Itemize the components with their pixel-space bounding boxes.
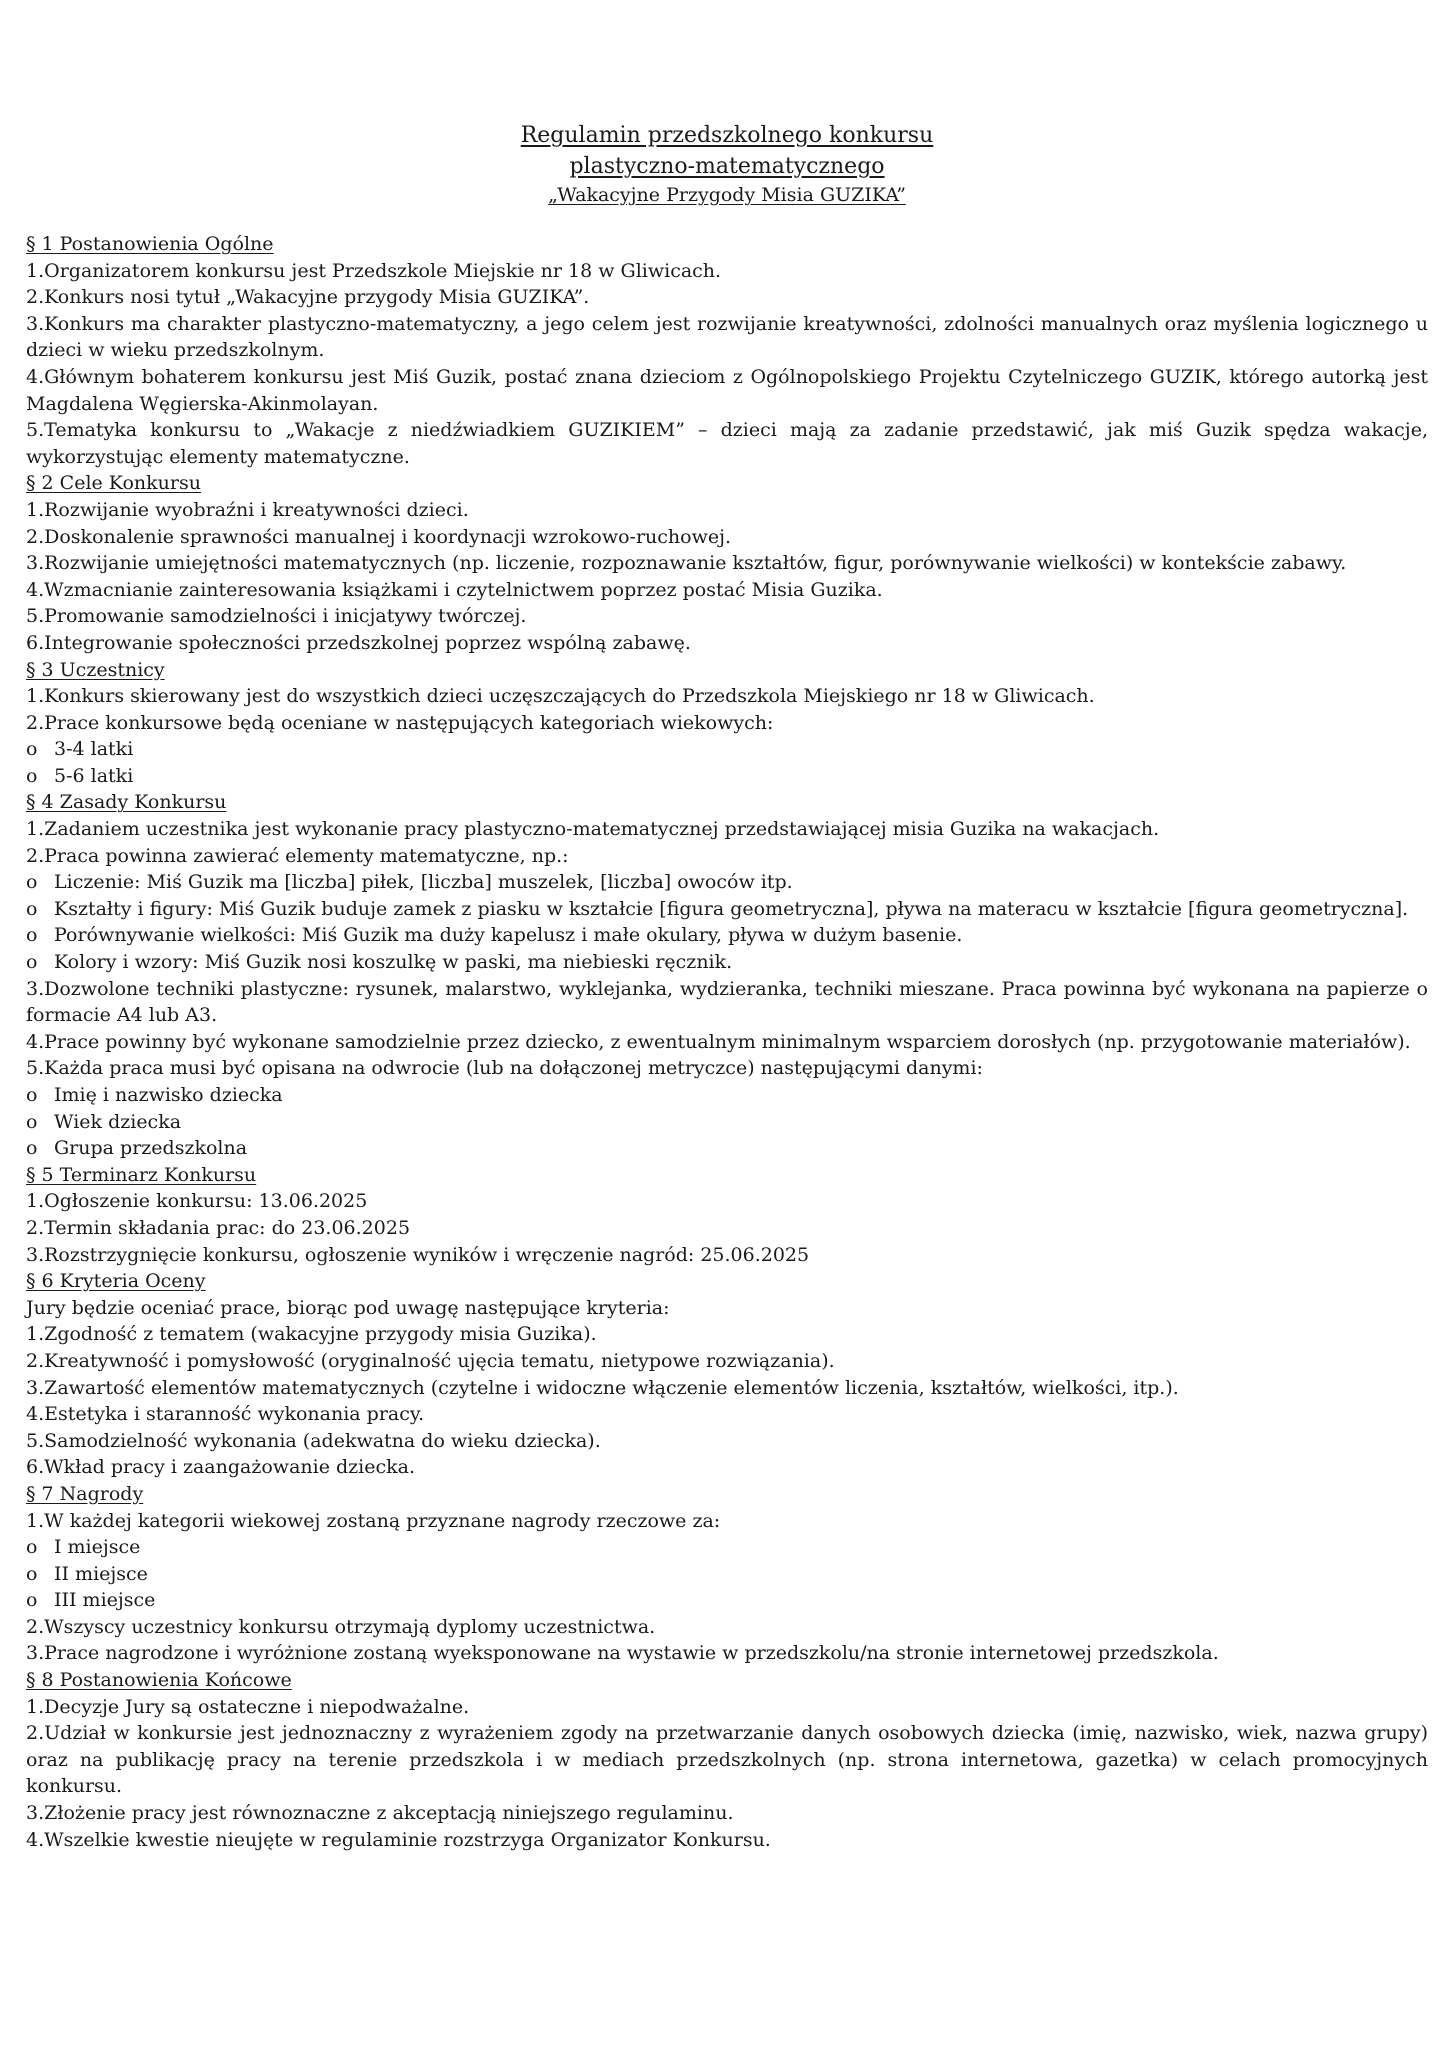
paragraph: 4.Estetyka i staranność wykonania pracy. bbox=[26, 1403, 425, 1426]
section-heading: § 1 Postanowienia Ogólne bbox=[26, 233, 274, 255]
paragraph: 2.Prace konkursowe będą oceniane w następujących kategoriach wiekowych: bbox=[26, 711, 774, 734]
bullet-item bbox=[26, 869, 1428, 896]
section-4 bbox=[26, 789, 1428, 1161]
section-heading: § 5 Terminarz Konkursu bbox=[26, 1163, 257, 1186]
section-heading: § 8 Postanowienia Końcowe bbox=[26, 1669, 292, 1692]
section-6 bbox=[26, 1268, 1428, 1481]
bullet-text: Porównywanie wielkości: Miś Guzik ma duży kapelusz i małe okulary, pływa w dużym basenie. bbox=[54, 924, 963, 947]
bullet-marker: o bbox=[26, 764, 38, 787]
section-heading: § 3 Uczestnicy bbox=[26, 658, 165, 681]
paragraph: 1.Zadaniem uczestnika jest wykonanie pracy plastyczno-matematycznej przedstawiającej misia Guzika na wakacjach. bbox=[26, 818, 1160, 841]
paragraph: 1.Rozwijanie wyobraźni i kreatywności dzieci. bbox=[26, 498, 469, 521]
bullet-text: Wiek dziecka bbox=[54, 1110, 182, 1133]
title-line-3: „Wakacyjne Przygody Misia GUZIKA” bbox=[548, 184, 906, 206]
paragraph: 5.Każda praca musi być opisana na odwrocie (lub na dołączonej metryczce) następującymi danymi: bbox=[26, 1057, 983, 1080]
section-5 bbox=[26, 1162, 1428, 1268]
bullet-text: I miejsce bbox=[54, 1536, 141, 1559]
paragraph: 4.Wzmacnianie zainteresowania książkami i czytelnictwem poprzez postać Misia Guzika. bbox=[26, 578, 883, 601]
paragraph: 4.Głównym bohaterem konkursu jest Miś Guzik, postać znana dzieciom z Ogólnopolskiego Projektu Czytelniczego GUZIK, którego autorką jest Magdalena Węgierska-Akinmolayan. bbox=[26, 365, 1428, 415]
paragraph: 3.Konkurs ma charakter plastyczno-matematyczny, a jego celem jest rozwijanie kreatywności, zdolności manualnych oraz myślenia logicznego u dzieci w wieku przedszkolnym. bbox=[26, 312, 1428, 362]
paragraph: 1.Organizatorem konkursu jest Przedszkole Miejskie nr 18 w Gliwicach. bbox=[26, 259, 722, 282]
paragraph: 3.Rozstrzygnięcie konkursu, ogłoszenie wyników i wręczenie nagród: 25.06.2025 bbox=[26, 1243, 810, 1266]
bullet-marker: o bbox=[26, 1137, 38, 1160]
document-title bbox=[26, 120, 1428, 208]
bullet-text: II miejsce bbox=[54, 1562, 148, 1585]
bullet-item bbox=[26, 896, 1428, 923]
bullet-item bbox=[26, 949, 1428, 976]
bullet-item bbox=[26, 1135, 1428, 1162]
section-heading: § 4 Zasady Konkursu bbox=[26, 791, 227, 814]
bullet-marker: o bbox=[26, 897, 38, 920]
paragraph: 1.Zgodność z tematem (wakacyjne przygody misia Guzika). bbox=[26, 1323, 597, 1346]
paragraph: 2.Praca powinna zawierać elementy matematyczne, np.: bbox=[26, 844, 569, 867]
paragraph: 6.Integrowanie społeczności przedszkolnej poprzez wspólną zabawę. bbox=[26, 631, 691, 654]
paragraph: 1.W każdej kategorii wiekowej zostaną przyznane nagrody rzeczowe za: bbox=[26, 1509, 721, 1532]
title-line-2: plastyczno-matematycznego bbox=[569, 154, 885, 179]
bullet-marker: o bbox=[26, 951, 38, 974]
section-2 bbox=[26, 470, 1428, 656]
section-heading: § 2 Cele Konkursu bbox=[26, 472, 201, 495]
paragraph: 3.Złożenie pracy jest równoznaczne z akceptacją niniejszego regulaminu. bbox=[26, 1802, 734, 1825]
paragraph: 2.Konkurs nosi tytuł „Wakacyjne przygody Misia GUZIKA”. bbox=[26, 286, 590, 309]
section-heading: § 7 Nagrody bbox=[26, 1482, 144, 1505]
section-7 bbox=[26, 1481, 1428, 1667]
paragraph: 2.Doskonalenie sprawności manualnej i koordynacji wzrokowo-ruchowej. bbox=[26, 525, 732, 548]
paragraph: 2.Wszyscy uczestnicy konkursu otrzymają dyplomy uczestnictwa. bbox=[26, 1615, 656, 1638]
bullet-text: Grupa przedszkolna bbox=[54, 1137, 248, 1160]
paragraph: 3.Dozwolone techniki plastyczne: rysunek, malarstwo, wyklejanka, wydzieranka, techniki mieszane. Praca powinna być wykonana na papierze o formacie A4 lub A3. bbox=[26, 977, 1428, 1027]
paragraph: 2.Kreatywność i pomysłowość (oryginalność ujęcia tematu, nietypowe rozwiązania). bbox=[26, 1349, 835, 1372]
bullet-text: Liczenie: Miś Guzik ma [liczba] piłek, [liczba] muszelek, [liczba] owoców itp. bbox=[54, 871, 793, 894]
paragraph: 3.Zawartość elementów matematycznych (czytelne i widoczne włączenie elementów liczenia, kształtów, wielkości, itp.). bbox=[26, 1376, 1179, 1399]
section-1 bbox=[26, 231, 1428, 470]
bullet-marker: o bbox=[26, 738, 38, 761]
bullet-item bbox=[26, 1534, 1428, 1561]
bullet-marker: o bbox=[26, 1110, 38, 1133]
section-heading: § 6 Kryteria Oceny bbox=[26, 1270, 206, 1293]
bullet-marker: o bbox=[26, 871, 38, 894]
paragraph: 5.Promowanie samodzielności i inicjatywy twórczej. bbox=[26, 605, 527, 628]
paragraph: 2.Termin składania prac: do 23.06.2025 bbox=[26, 1216, 411, 1239]
paragraph: 5.Tematyka konkursu to „Wakacje z niedźwiadkiem GUZIKIEM” – dzieci mają za zadanie przedstawić, jak miś Guzik spędza wakacje, wykorzystując elementy matematyczne. bbox=[26, 419, 1428, 468]
paragraph: 6.Wkład pracy i zaangażowanie dziecka. bbox=[26, 1456, 416, 1479]
title-line-1: Regulamin przedszkolnego konkursu bbox=[520, 123, 934, 148]
bullet-item bbox=[26, 1587, 1428, 1614]
bullet-marker: o bbox=[26, 1084, 38, 1106]
paragraph: 3.Prace nagrodzone i wyróżnione zostaną wyeksponowane na wystawie w przedszkolu/na stronie internetowej przedszkola. bbox=[26, 1642, 1219, 1665]
bullet-item bbox=[26, 1109, 1428, 1136]
bullet-text: Imię i nazwisko dziecka bbox=[54, 1084, 283, 1106]
paragraph: 3.Rozwijanie umiejętności matematycznych (np. liczenie, rozpoznawanie kształtów, figur, porównywanie wielkości) w kontekście zabawy. bbox=[26, 552, 1347, 575]
section-3 bbox=[26, 657, 1428, 790]
bullet-text: 5-6 latki bbox=[54, 764, 134, 787]
bullet-item bbox=[26, 736, 1428, 763]
paragraph: 2.Udział w konkursie jest jednoznaczny z wyrażeniem zgody na przetwarzanie danych osobowych dziecka (imię, nazwisko, wiek, nazwa grupy) oraz na publikację pracy na terenie przedszkola i w mediach przedszkolnych (np. strona internetowa, gazetka) w celach promocyjnych konkursu. bbox=[26, 1722, 1428, 1798]
bullet-item bbox=[26, 1561, 1428, 1588]
paragraph: Jury będzie oceniać prace, biorąc pod uwagę następujące kryteria: bbox=[26, 1296, 670, 1319]
paragraph: 1.Konkurs skierowany jest do wszystkich dzieci uczęszczających do Przedszkola Miejskiego nr 18 w Gliwicach. bbox=[26, 685, 1095, 708]
paragraph: 1.Decyzje Jury są ostateczne i niepodważalne. bbox=[26, 1695, 470, 1718]
bullet-marker: o bbox=[26, 1562, 38, 1585]
bullet-item bbox=[26, 922, 1428, 949]
bullet-text: Kolory i wzory: Miś Guzik nosi koszulkę w paski, ma niebieski ręcznik. bbox=[54, 951, 733, 974]
sections-container bbox=[26, 231, 1428, 1853]
bullet-marker: o bbox=[26, 1589, 38, 1612]
paragraph: 4.Wszelkie kwestie nieujęte w regulaminie rozstrzyga Organizator Konkursu. bbox=[26, 1828, 771, 1851]
paragraph: 5.Samodzielność wykonania (adekwatna do wieku dziecka). bbox=[26, 1429, 601, 1452]
paragraph: 1.Ogłoszenie konkursu: 13.06.2025 bbox=[26, 1190, 368, 1213]
bullet-item bbox=[26, 1082, 1428, 1109]
bullet-marker: o bbox=[26, 924, 38, 947]
paragraph: 4.Prace powinny być wykonane samodzielnie przez dziecko, z ewentualnym minimalnym wsparciem dorosłych (np. przygotowanie materiałów). bbox=[26, 1030, 1411, 1053]
bullet-text: 3-4 latki bbox=[54, 738, 134, 761]
bullet-marker: o bbox=[26, 1536, 38, 1559]
bullet-text: Kształty i figury: Miś Guzik buduje zamek z piasku w kształcie [figura geometryczna], pływa na materacu w kształcie [figura geometryczna]. bbox=[54, 897, 1409, 920]
section-8 bbox=[26, 1667, 1428, 1853]
bullet-text: III miejsce bbox=[54, 1589, 156, 1612]
bullet-item bbox=[26, 763, 1428, 790]
